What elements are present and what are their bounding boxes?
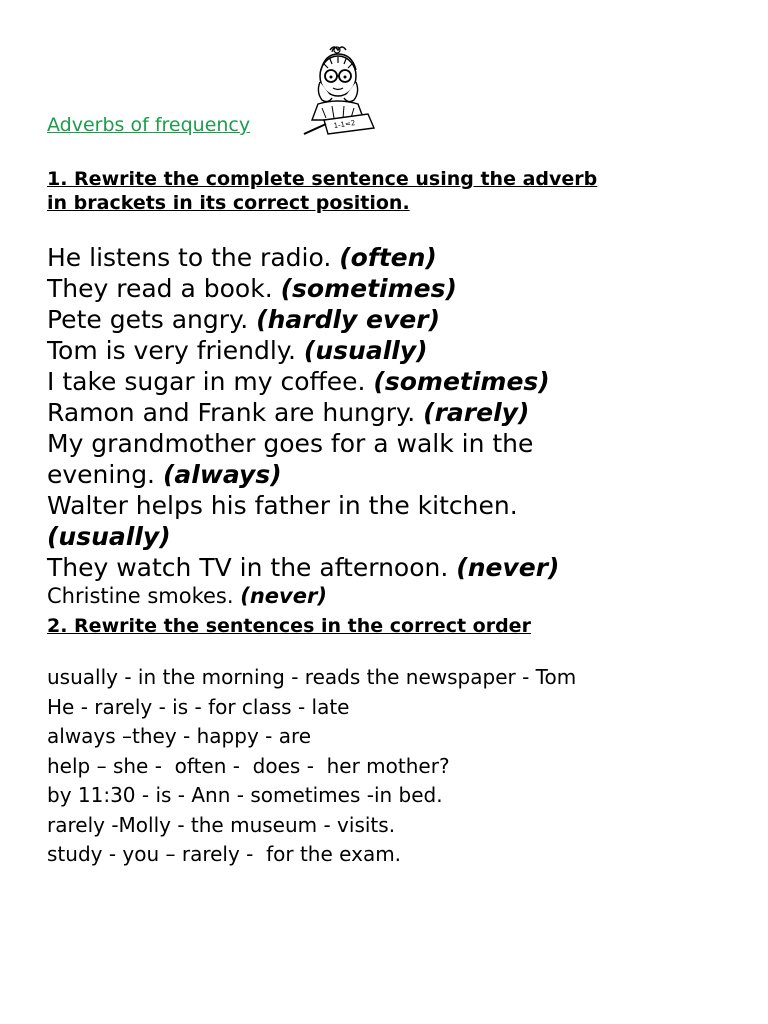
sentence-text: Christine smokes.: [47, 584, 241, 608]
sentence-adverb: (never): [456, 553, 560, 582]
sentence-line: [47, 242, 747, 273]
sentence-text: Ramon and Frank are hungry.: [47, 398, 424, 427]
cartoon-boy-illustration: [302, 42, 382, 142]
sentence-line: [47, 397, 747, 428]
sentence-line: [47, 552, 747, 583]
sentence-line: [47, 335, 747, 366]
sentence-text: Pete gets angry.: [47, 305, 257, 334]
sentence-line: [47, 273, 747, 304]
sentence-text: They read a book.: [47, 274, 281, 303]
sentence-line: [47, 428, 747, 459]
exercise1-heading-line2: in brackets in its correct position.: [47, 192, 410, 214]
sentence-adverb: (rarely): [423, 398, 530, 427]
exercise2-sentences: [47, 663, 747, 870]
page-title: Adverbs of frequency: [47, 114, 251, 136]
scrambled-line: help – she - often - does - her mother?: [47, 753, 450, 778]
sentence-line: [47, 304, 747, 335]
scrambled-line: rarely -Molly - the museum - visits.: [47, 812, 396, 837]
svg-text:1-1=2: 1-1=2: [333, 119, 356, 130]
sentence-adverb: (often): [339, 243, 437, 272]
scrambled-line: study - you – rarely - for the exam.: [47, 842, 402, 866]
exercise1-heading-line1: 1. Rewrite the complete sentence using the adverb: [47, 168, 598, 190]
exercise2-heading: 2. Rewrite the sentences in the correct order: [47, 615, 531, 637]
sentence-line: [47, 583, 747, 610]
exercise1-heading: [47, 167, 597, 215]
sentence-line: [47, 521, 747, 552]
sentence-adverb: (always): [162, 460, 282, 489]
sentence-line: [47, 366, 747, 397]
sentence-adverb: (usually): [303, 336, 428, 365]
sentence-text: He listens to the radio.: [47, 243, 340, 272]
sentence-adverb: (never): [240, 584, 327, 608]
exercise1-sentences: [47, 242, 747, 610]
sentence-text: My grandmother goes for a walk in the: [47, 429, 534, 458]
scrambled-line: usually - in the morning - reads the newspaper - Tom: [47, 665, 577, 689]
scrambled-line: by 11:30 - is - Ann - sometimes -in bed.: [47, 783, 443, 807]
scrambled-line: He - rarely - is - for class - late: [47, 694, 350, 719]
sentence-line: [47, 490, 747, 521]
sentence-adverb: (sometimes): [280, 274, 457, 303]
sentence-text: Tom is very friendly.: [47, 336, 304, 365]
sentence-text: evening.: [47, 460, 163, 489]
sentence-adverb: (hardly ever): [256, 305, 441, 334]
title-row: [47, 114, 250, 144]
scrambled-line: always –they - happy - are: [47, 724, 312, 748]
sentence-line: [47, 459, 747, 490]
sentence-text: Walter helps his father in the kitchen.: [47, 491, 518, 520]
sentence-text: I take sugar in my coffee.: [47, 367, 374, 396]
sentence-adverb: (usually): [47, 522, 171, 551]
sentence-adverb: (sometimes): [373, 367, 550, 396]
sentence-text: They watch TV in the afternoon.: [47, 553, 457, 582]
